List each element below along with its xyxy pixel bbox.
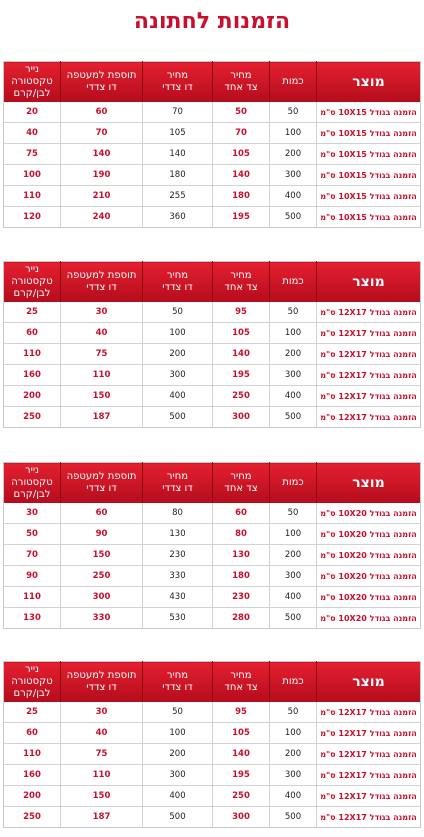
cell-price-two-sides: 500 (143, 807, 213, 828)
cell-price-one-side: 130 (213, 545, 270, 566)
table-row (4, 407, 421, 428)
cell-envelope-addition: 150 (61, 545, 143, 566)
cell-price-one-side: 105 (213, 323, 270, 344)
cell-texture-paper: 160 (4, 765, 61, 786)
column-header-texture-paper: נייר טקסטורה לבן/קרם (4, 62, 61, 103)
cell-product: הזמנה בגודל 10X20 ס"מ (317, 608, 421, 629)
table-row (4, 608, 421, 629)
column-header-price-two-sides: מחיר דו צדדי (143, 662, 213, 703)
cell-price-two-sides: 200 (143, 744, 213, 765)
cell-envelope-addition: 40 (61, 323, 143, 344)
column-header-product: מוצר (317, 662, 421, 703)
cell-price-one-side: 300 (213, 407, 270, 428)
cell-price-two-sides: 180 (143, 165, 213, 186)
cell-price-one-side: 95 (213, 702, 270, 723)
cell-price-two-sides: 400 (143, 386, 213, 407)
cell-price-two-sides: 140 (143, 144, 213, 165)
cell-price-one-side: 80 (213, 524, 270, 545)
table-row (4, 524, 421, 545)
cell-qty: 50 (270, 102, 317, 123)
cell-qty: 200 (270, 545, 317, 566)
table-row (4, 365, 421, 386)
cell-qty: 400 (270, 786, 317, 807)
table-row (4, 186, 421, 207)
cell-product: הזמנה בגודל 12X17 ס"מ (317, 344, 421, 365)
cell-product: הזמנה בגודל 12X17 ס"מ (317, 407, 421, 428)
cell-price-one-side: 230 (213, 587, 270, 608)
cell-product: הזמנה בגודל 10X20 ס"מ (317, 545, 421, 566)
cell-texture-paper: 110 (4, 344, 61, 365)
cell-texture-paper: 200 (4, 786, 61, 807)
cell-price-two-sides: 255 (143, 186, 213, 207)
cell-qty: 300 (270, 765, 317, 786)
cell-qty: 100 (270, 323, 317, 344)
cell-texture-paper: 100 (4, 165, 61, 186)
cell-product: הזמנה בגודל 12X17 ס"מ (317, 302, 421, 323)
cell-envelope-addition: 30 (61, 302, 143, 323)
table-row (4, 765, 421, 786)
cell-product: הזמנה בגודל 10X20 ס"מ (317, 524, 421, 545)
cell-envelope-addition: 190 (61, 165, 143, 186)
cell-price-two-sides: 300 (143, 765, 213, 786)
cell-price-one-side: 60 (213, 503, 270, 524)
cell-price-two-sides: 500 (143, 407, 213, 428)
cell-price-two-sides: 80 (143, 503, 213, 524)
price-table (3, 661, 421, 828)
cell-envelope-addition: 210 (61, 186, 143, 207)
cell-price-two-sides: 530 (143, 608, 213, 629)
cell-product: הזמנה בגודל 12X17 ס"מ (317, 386, 421, 407)
cell-envelope-addition: 70 (61, 123, 143, 144)
column-header-qty: כמות (270, 463, 317, 504)
cell-qty: 500 (270, 807, 317, 828)
table-header-row (4, 262, 421, 303)
cell-texture-paper: 160 (4, 365, 61, 386)
price-table (3, 462, 421, 629)
cell-texture-paper: 30 (26, 508, 38, 518)
cell-qty: 300 (270, 566, 317, 587)
cell-envelope-addition: 330 (61, 608, 143, 629)
cell-texture-paper: 50 (4, 524, 61, 545)
cell-price-two-sides: 105 (143, 123, 213, 144)
column-header-price-two-sides: מחיר דו צדדי (143, 62, 213, 103)
cell-product: הזמנה בגודל 10X20 ס"מ (317, 566, 421, 587)
cell-product: הזמנה בגודל 10X15 ס"מ (317, 165, 421, 186)
cell-price-two-sides: 360 (143, 207, 213, 228)
cell-envelope-addition: 187 (61, 807, 143, 828)
cell-price-one-side: 195 (213, 365, 270, 386)
column-header-price-two-sides: מחיר דו צדדי (143, 463, 213, 504)
cell-product: הזמנה בגודל 12X17 ס"מ (317, 807, 421, 828)
cell-price-one-side: 70 (213, 123, 270, 144)
cell-qty: 500 (270, 608, 317, 629)
cell-texture-paper: 70 (4, 545, 61, 566)
cell-price-two-sides: 400 (143, 786, 213, 807)
table-row (4, 207, 421, 228)
cell-price-two-sides: 300 (143, 365, 213, 386)
cell-qty: 50 (270, 302, 317, 323)
cell-qty: 400 (270, 186, 317, 207)
table-row (4, 323, 421, 344)
cell-price-one-side: 180 (213, 566, 270, 587)
table-row (4, 723, 421, 744)
cell-price-two-sides: 200 (143, 344, 213, 365)
cell-envelope-addition: 187 (61, 407, 143, 428)
table-row (4, 807, 421, 828)
cell-qty: 200 (270, 344, 317, 365)
column-header-texture-paper: נייר טקסטורה לבן/קרם (4, 463, 61, 504)
cell-price-one-side: 140 (213, 344, 270, 365)
cell-qty: 200 (270, 744, 317, 765)
cell-price-one-side: 280 (213, 608, 270, 629)
cell-envelope-addition: 300 (61, 587, 143, 608)
cell-product: הזמנה בגודל 12X17 ס"מ (317, 744, 421, 765)
price-table (3, 261, 421, 428)
cell-texture-paper: 130 (4, 608, 61, 629)
cell-texture-paper: 200 (4, 386, 61, 407)
cell-product: הזמנה בגודל 10X15 ס"מ (317, 144, 421, 165)
cell-product: הזמנה בגודל 10X20 ס"מ (317, 587, 421, 608)
cell-texture-paper: 60 (4, 723, 61, 744)
column-header-qty: כמות (270, 662, 317, 703)
cell-price-two-sides: 130 (143, 524, 213, 545)
cell-qty: 400 (270, 386, 317, 407)
cell-price-two-sides: 330 (143, 566, 213, 587)
column-header-qty: כמות (270, 62, 317, 103)
cell-price-one-side: 195 (213, 765, 270, 786)
cell-texture-paper: 110 (4, 186, 61, 207)
table-row (4, 302, 421, 323)
table-row (4, 123, 421, 144)
column-header-envelope-addition: תוספת למעטפה דו צדדי (61, 463, 143, 504)
cell-qty: 300 (270, 365, 317, 386)
page-title: הזמנות לחתונה (133, 9, 291, 34)
cell-qty: 50 (270, 702, 317, 723)
column-header-texture-paper: נייר טקסטורה לבן/קרם (4, 662, 61, 703)
cell-product: הזמנה בגודל 10X20 ס"מ (317, 503, 421, 524)
cell-product: הזמנה בגודל 10X15 ס"מ (317, 207, 421, 228)
table-row (4, 566, 421, 587)
table-header-row (4, 463, 421, 504)
cell-product: הזמנה בגודל 10X15 ס"מ (317, 186, 421, 207)
cell-envelope-addition: 150 (61, 386, 143, 407)
cell-product: הזמנה בגודל 12X17 ס"מ (317, 702, 421, 723)
cell-product: הזמנה בגודל 12X17 ס"מ (317, 365, 421, 386)
table-row (4, 344, 421, 365)
cell-price-one-side: 250 (213, 786, 270, 807)
cell-texture-paper: 120 (4, 207, 61, 228)
cell-qty: 400 (270, 587, 317, 608)
cell-qty: 50 (270, 503, 317, 524)
cell-price-one-side: 140 (213, 744, 270, 765)
column-header-envelope-addition: תוספת למעטפה דו צדדי (61, 262, 143, 303)
cell-envelope-addition: 110 (61, 765, 143, 786)
column-header-texture-paper: נייר טקסטורה לבן/קרם (4, 262, 61, 303)
cell-texture-paper: 60 (4, 323, 61, 344)
column-header-envelope-addition: תוספת למעטפה דו צדדי (61, 62, 143, 103)
cell-texture-paper: 40 (4, 123, 61, 144)
column-header-envelope-addition: תוספת למעטפה דו צדדי (61, 662, 143, 703)
cell-price-one-side: 195 (213, 207, 270, 228)
cell-price-one-side: 250 (213, 386, 270, 407)
cell-product: הזמנה בגודל 10X15 ס"מ (317, 123, 421, 144)
cell-envelope-addition: 60 (61, 102, 143, 123)
cell-price-two-sides: 50 (143, 302, 213, 323)
table-row (4, 386, 421, 407)
cell-texture-paper: 75 (4, 144, 61, 165)
column-header-product: מוצר (317, 62, 421, 103)
cell-price-one-side: 50 (213, 102, 270, 123)
table-header-row (4, 62, 421, 103)
cell-price-one-side: 95 (213, 302, 270, 323)
cell-envelope-addition: 250 (61, 566, 143, 587)
cell-qty: 100 (270, 524, 317, 545)
table-row (4, 786, 421, 807)
cell-texture-paper: 110 (4, 587, 61, 608)
cell-envelope-addition: 110 (61, 365, 143, 386)
cell-price-two-sides: 230 (143, 545, 213, 566)
table-row (4, 702, 421, 723)
cell-price-two-sides: 50 (143, 702, 213, 723)
cell-price-one-side: 180 (213, 186, 270, 207)
cell-qty: 500 (270, 207, 317, 228)
cell-price-two-sides: 70 (143, 102, 213, 123)
table-row (4, 744, 421, 765)
table-header-row (4, 662, 421, 703)
cell-envelope-addition: 75 (61, 744, 143, 765)
column-header-price-one-side: מחיר צד אחד (213, 662, 270, 703)
cell-texture-paper: 250 (4, 407, 61, 428)
cell-texture-paper: 250 (4, 807, 61, 828)
table-row (4, 587, 421, 608)
cell-price-two-sides: 430 (143, 587, 213, 608)
table-row (4, 102, 421, 123)
cell-envelope-addition: 240 (61, 207, 143, 228)
cell-texture-paper: 25 (26, 707, 38, 717)
cell-texture-paper: 20 (26, 107, 38, 117)
cell-qty: 300 (270, 165, 317, 186)
cell-texture-paper: 90 (4, 566, 61, 587)
cell-qty: 500 (270, 407, 317, 428)
column-header-qty: כמות (270, 262, 317, 303)
cell-price-two-sides: 100 (143, 723, 213, 744)
cell-product: הזמנה בגודל 12X17 ס"מ (317, 323, 421, 344)
cell-qty: 100 (270, 723, 317, 744)
cell-price-two-sides: 100 (143, 323, 213, 344)
price-table (3, 61, 421, 228)
cell-texture-paper: 110 (4, 744, 61, 765)
cell-texture-paper: 25 (26, 307, 38, 317)
table-row (4, 503, 421, 524)
cell-envelope-addition: 90 (61, 524, 143, 545)
cell-envelope-addition: 140 (61, 144, 143, 165)
cell-envelope-addition: 60 (61, 503, 143, 524)
cell-price-one-side: 105 (213, 723, 270, 744)
column-header-product: מוצר (317, 262, 421, 303)
cell-product: הזמנה בגודל 12X17 ס"מ (317, 765, 421, 786)
column-header-price-two-sides: מחיר דו צדדי (143, 262, 213, 303)
table-row (4, 545, 421, 566)
table-row (4, 165, 421, 186)
column-header-product: מוצר (317, 463, 421, 504)
column-header-price-one-side: מחיר צד אחד (213, 463, 270, 504)
cell-price-one-side: 140 (213, 165, 270, 186)
cell-price-one-side: 300 (213, 807, 270, 828)
column-header-price-one-side: מחיר צד אחד (213, 262, 270, 303)
cell-envelope-addition: 75 (61, 344, 143, 365)
cell-product: הזמנה בגודל 12X17 ס"מ (317, 723, 421, 744)
cell-envelope-addition: 30 (61, 702, 143, 723)
cell-qty: 100 (270, 123, 317, 144)
table-row (4, 144, 421, 165)
cell-product: הזמנה בגודל 12X17 ס"מ (317, 786, 421, 807)
cell-price-one-side: 105 (213, 144, 270, 165)
cell-envelope-addition: 40 (61, 723, 143, 744)
column-header-price-one-side: מחיר צד אחד (213, 62, 270, 103)
cell-product: הזמנה בגודל 10X15 ס"מ (317, 102, 421, 123)
cell-envelope-addition: 150 (61, 786, 143, 807)
cell-qty: 200 (270, 144, 317, 165)
